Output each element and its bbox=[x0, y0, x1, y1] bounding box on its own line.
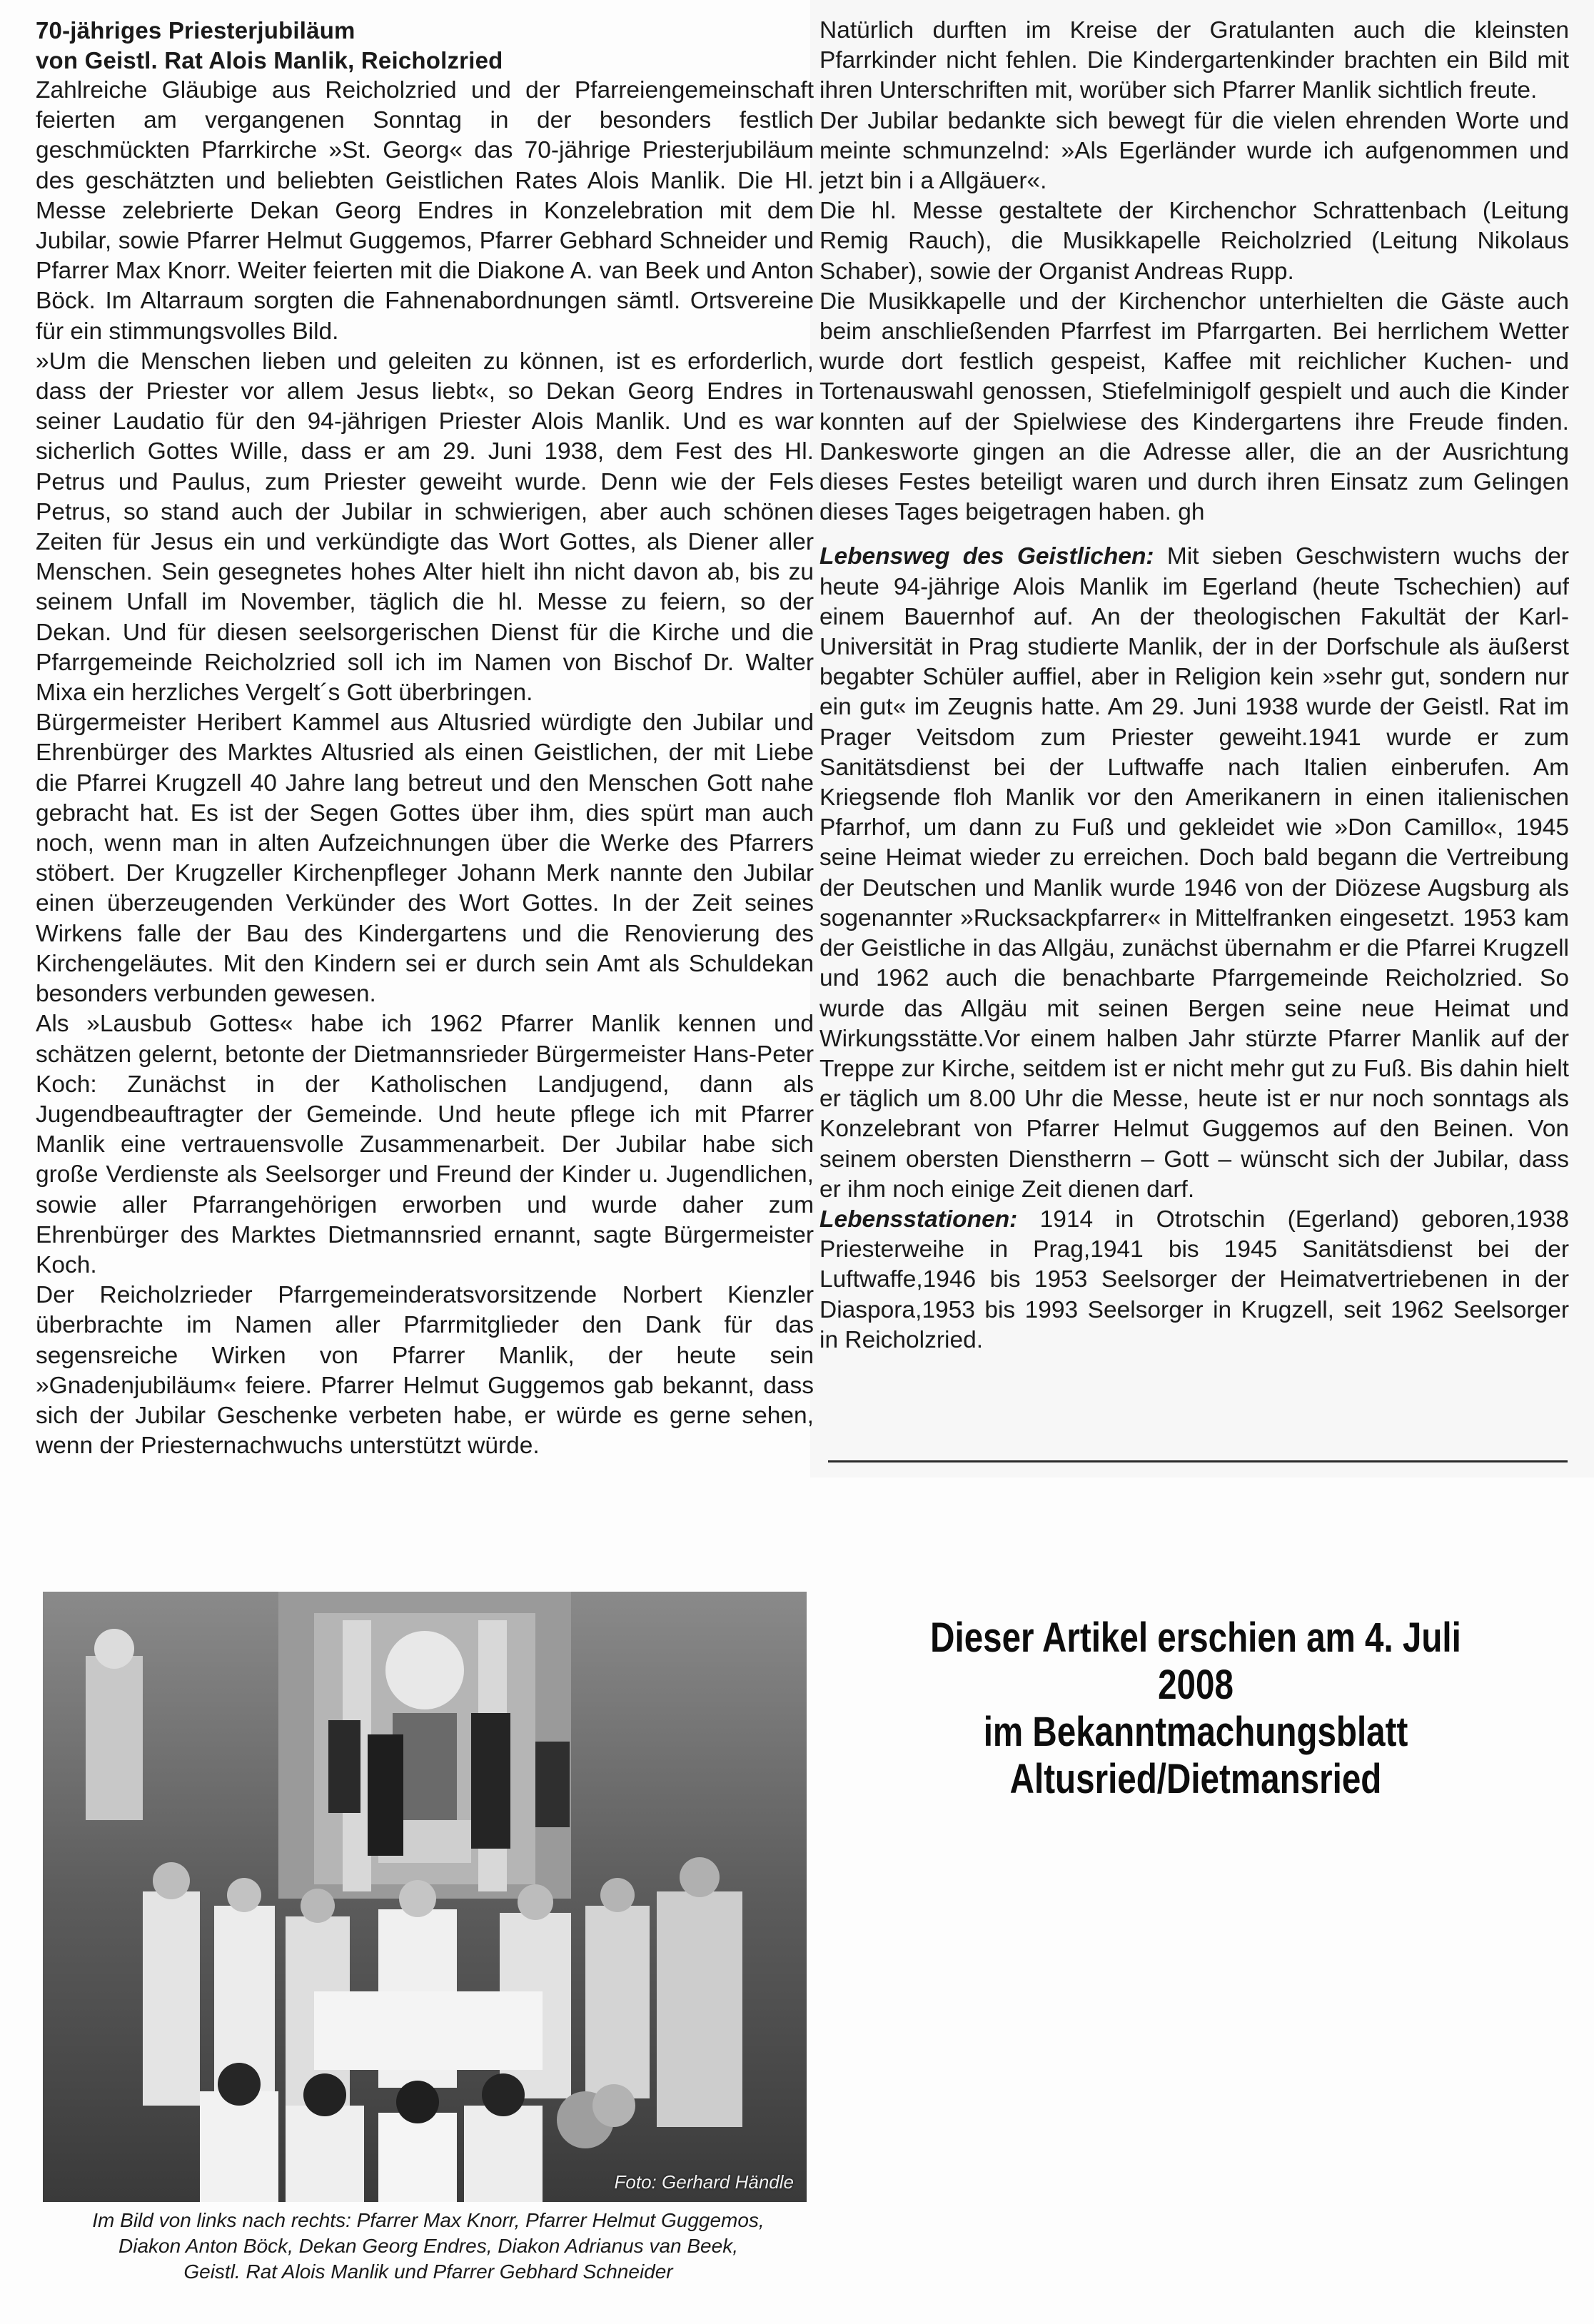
paragraph-right-4: Die Musikkapelle und der Kirchenchor unterhielten die Gäste auch beim anschließenden Pfarrfest im Pfarrgarten. Bei herrlichem Wetter wurde dort festlich gespeist, Kaffee mit reichlicher Kuchen- und Tortenauswahl genossen, Stiefelminigolf gespielt und auch die Kinder konnten auf der Spielwiese des Kindergartens ihre Freude finden. Dankesworte gingen an die Adresse aller, die an der Ausrichtung dieses Festes beteiligt waren und durch ihren Einsatz zum Gelingen dieses Tages beigetragen haben. gh bbox=[819, 288, 1569, 526]
article-left-column bbox=[36, 16, 814, 1461]
paragraph-left-5: Der Reicholzrieder Pfarrgemeinderatsvorsitzende Norbert Kienzler überbrachte im Namen aller Pfarrmitglieder den Dank für das segensreiche Wirken von Pfarrer Manlik, der heute sein »Gnadenjubiläum« feiere. Pfarrer Helmut Guggemos gab bekannt, dass sich der Jubilar Geschenke verbeten habe, er würde es gerne sehen, wenn der Priesternachwuchs unterstützt würde. bbox=[36, 1282, 814, 1460]
paragraph-left-1: Zahlreiche Gläubige aus Reicholzried und der Pfarreiengemeinschaft feierten am vergangenen Sonntag in der besonders festlich geschmückten Pfarrkirche »St. Georg« das 70-jährige Priesterjubiläum des geschätzten und beliebten Geistlichen Rates Alois Manlik. Die Hl. Messe zelebrierte Dekan Georg Endres in Konzelebration mit dem Jubilar, sowie Pfarrer Helmut Guggemos, Pfarrer Gebhard Schneider und Pfarrer Max Knorr. Weiter feierten mit die Diakone A. van Beek und Anton Böck. Im Altarraum sorgten die Fahnenabordnungen sämtl. Ortsvereine für ein stimmungsvolles Bild. bbox=[36, 77, 814, 345]
paragraph-right-2: Der Jubilar bedankte sich bewegt für die vielen ehrenden Worte und meinte schmunzelnd: »Als Egerländer wurde ich aufgenommen und jetzt bin i a Allgäuer«. bbox=[819, 107, 1569, 195]
publication-note-line3: Altusried/Dietmansried bbox=[1009, 1756, 1382, 1802]
publication-note-line2: im Bekanntmachungsblatt bbox=[983, 1709, 1408, 1755]
church-photo bbox=[43, 1592, 807, 2202]
column-end-rule bbox=[828, 1460, 1568, 1462]
lebensweg-label: Lebensweg des Geistlichen: bbox=[819, 543, 1154, 570]
lebensweg-text: Mit sieben Geschwistern wuchs der heute 94-jährige Alois Manlik im Egerland (heute Tschechien) auf einem Bauernhof auf. An der theologischen Fakultät der Karl-Universität in Prag studierte Manlik, der in der Dorfschule als äußerst begabter Schüler auffiel, aber in Religion kein »sehr gut, sondern nur ein gut« im Zeugnis hatte. Am 29. Juni 1938 wurde der Geistl. Rat im Prager Veitsdom zum Priester geweiht.1941 wurde er zum Sanitätsdienst bei der Luftwaffe nach Italien einberufen. Am Kriegsende floh Manlik vor den Amerikanern in einen italienischen Pfarrhof, um dann zu Fuß und gekleidet wie »Don Camillo«, 1945 seine Heimat wieder zu erreichen. Doch bald begann die Vertreibung der Deutschen und Manlik wurde 1946 von der Diözese Augsburg als sogenannter »Rucksackpfarrer« in Mittelfranken eingesetzt. 1953 kam der Geistliche in das Allgäu, zunächst übernahm er die Pfarrei Krugzell und 1962 auch die benachbarte Pfarrgemeinde Reicholzried. So wurde das Allgäu mit seinen Bergen seine neue Heimat und Wirkungsstätte.Vor einem halben Jahr stürzte Pfarrer Manlik auf der Treppe zur Kirche, seitdem ist er nicht mehr gut zu Fuß. Bis dahin hielt er täglich um 8.00 Uhr die Messe, heute ist er nur noch sonntags als Konzelebrant von Pfarrer Helmut Guggemos auf den Beinen. Von seinem obersten Dienstherrn – Gott – wünscht sich der Jubilar, dass er ihm noch einige Zeit dienen darf. bbox=[819, 543, 1569, 1203]
photo-caption-line2: Diakon Anton Böck, Dekan Georg Endres, Diakon Adrianus van Beek, bbox=[118, 2235, 738, 2257]
lebensweg-paragraph bbox=[819, 542, 1569, 1204]
publication-note bbox=[894, 1615, 1498, 1803]
paragraph-right-3: Die hl. Messe gestaltete der Kirchenchor Schrattenbach (Leitung Remig Rauch), die Musikkapelle Reicholzried (Leitung Nikolaus Schaber), sowie der Organist Andreas Rupp. bbox=[819, 198, 1569, 285]
lebensstationen-paragraph bbox=[819, 1205, 1569, 1355]
photo-caption-line1: Im Bild von links nach rechts: Pfarrer Max Knorr, Pfarrer Helmut Guggemos, bbox=[92, 2209, 765, 2231]
paragraph-left-3: Bürgermeister Heribert Kammel aus Altusried würdigte den Jubilar und Ehrenbürger des Marktes Altusried als einen Geistlichen, der mit Liebe die Pfarrei Krugzell 40 Jahre lang betreut und den Menschen Gott nahe gebracht hat. Es ist der Segen Gottes über ihm, dies spürt man auch noch, wenn man in alten Aufzeichnungen über die Werke des Pfarrers stöbert. Der Krugzeller Kirchenpfleger Johann Merk nannte den Jubilar einen überzeugenden Verkünder des Wort Gottes. In der Zeit seines Wirkens falle der Bau des Kindergartens und die Renovierung des Kirchengeläutes. Mit den Kindern sei er durch sein Amt als Schuldekan besonders verbunden gewesen. bbox=[36, 709, 814, 1008]
paragraph-left-2: »Um die Menschen lieben und geleiten zu können, ist es erforderlich, dass der Priester vor allem Jesus liebt«, so Dekan Georg Endres in seiner Laudatio für den 94-jährigen Priester Alois Manlik. Und es war sicherlich Gottes Wille, dass er am 29. Juni 1938, dem Fest des Hl. Petrus und Paulus, zum Priester geweiht wurde. Denn wie der Fels Petrus, so stand auch der Jubilar in schwierigen, aber auch schönen Zeiten für Jesus ein und verkündigte das Wort Gottes, als Diener aller Menschen. Sein gesegnetes hohes Alter hielt ihn nicht davon ab, bis zu seinem Unfall im November, täglich die hl. Messe zu feiern, so der Dekan. Und für diesen seelsorgerischen Dienst für die Kirche und die Pfarrgemeinde Reicholzried soll ich im Namen von Bischof Dr. Walter Mixa ein herzliches Vergelt´s Gott überbringen. bbox=[36, 348, 814, 707]
photo-caption-line3: Geistl. Rat Alois Manlik und Pfarrer Gebhard Schneider bbox=[183, 2260, 673, 2283]
photo-credit: Foto: Gerhard Händle bbox=[614, 2171, 794, 2193]
paragraph-left-4: Als »Lausbub Gottes« habe ich 1962 Pfarrer Manlik kennen und schätzen gelernt, betonte der Dietmannsrieder Bürgermeister Hans-Peter Koch: Zunächst in der Katholischen Landjugend, dann als Jugendbeauftragter der Gemeinde. Und heute pflege ich mit Pfarrer Manlik eine vertrauensvolle Zusammenarbeit. Der Jubilar habe sich große Verdienste als Seelsorger und Freund der Kinder u. Jugendlichen, sowie aller Pfarrangehörigen erworben und wurde daher zum Ehrenbürger des Marktes Dietmannsried ernannt, sagte Bürgermeister Koch. bbox=[36, 1011, 814, 1278]
article-right-column bbox=[819, 16, 1569, 1355]
church-photo-image bbox=[43, 1592, 807, 2202]
lebensstationen-label: Lebensstationen: bbox=[819, 1206, 1018, 1233]
article-headline-line1: 70-jähriges Priesterjubiläum bbox=[36, 17, 355, 44]
section-gap bbox=[819, 527, 1569, 542]
paragraph-right-1: Natürlich durften im Kreise der Gratulanten auch die kleinsten Pfarrkinder nicht fehlen. Die Kindergartenkinder brachten ein Bild mit ihren Unterschriften mit, worüber sich Pfarrer Manlik sichtlich freute. bbox=[819, 17, 1569, 104]
publication-note-line1: Dieser Artikel erschien am 4. Juli 2008 bbox=[930, 1615, 1461, 1708]
photo-caption bbox=[43, 2208, 814, 2285]
article-headline-line2: von Geistl. Rat Alois Manlik, Reicholzried bbox=[36, 47, 503, 74]
lebensstationen-text: 1914 in Otrotschin (Egerland) geboren,1938 Priesterweihe in Prag,1941 bis 1945 Sanitätsdienst bei der Luftwaffe,1946 bis 1953 Seelsorger der Heimatvertriebenen in der Diaspora,1953 bis 1993 Seelsorger in Krugzell, seit 1962 Seelsorger in Reicholzried. bbox=[819, 1206, 1569, 1353]
